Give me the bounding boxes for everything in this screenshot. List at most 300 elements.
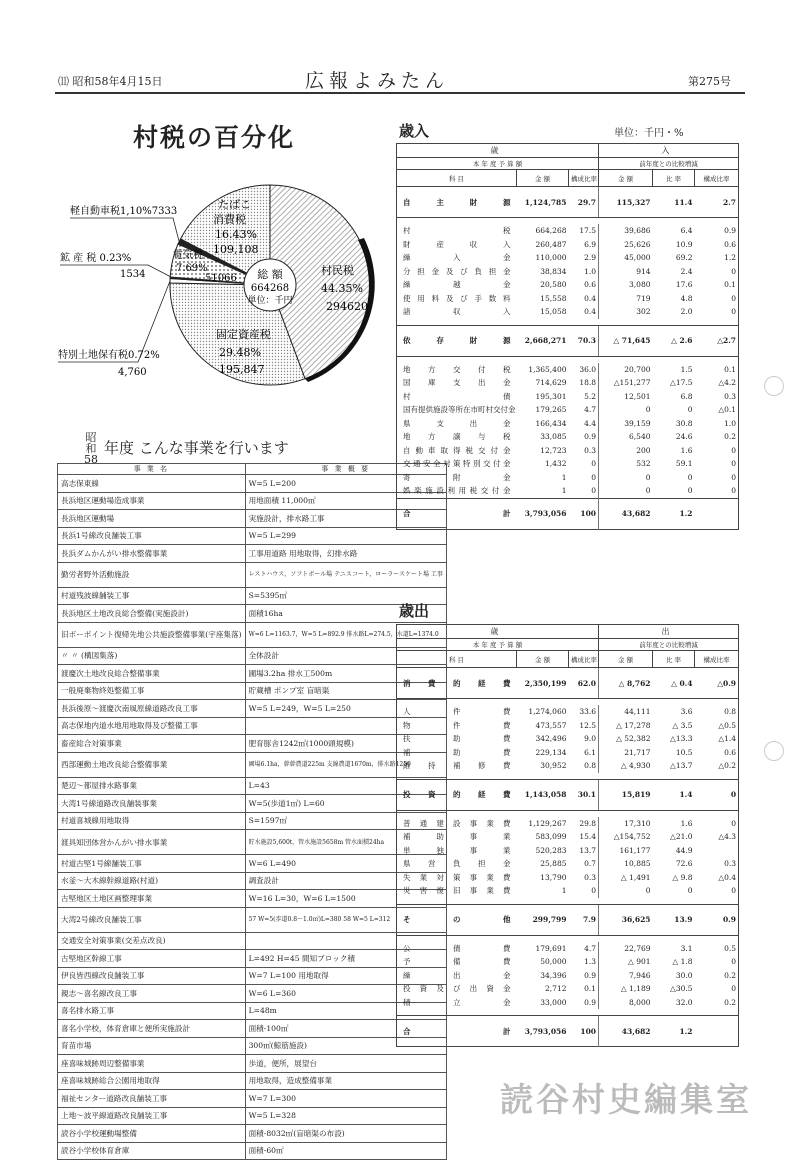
row-label: 投資及び出資金: [403, 984, 511, 994]
table-row: [397, 265, 739, 279]
project-name: 喜名排水路工事: [58, 1002, 246, 1020]
row-value: △151,277: [599, 376, 653, 390]
center-label-3: 単位：千円: [247, 296, 293, 306]
row-value: 195,301: [535, 391, 567, 401]
row-value: 21,717: [599, 746, 653, 760]
row-value: 115,327: [599, 187, 653, 218]
project-summary: 実施設計，排水路工事: [245, 510, 446, 528]
row-value: 6.1: [584, 747, 597, 757]
row-value: 1.3: [584, 957, 597, 967]
project-name: 長浜1号線改良舗装工事: [58, 527, 246, 545]
row-value: 0.4: [584, 307, 597, 317]
row-value: 719: [599, 292, 653, 306]
row-value: 0.9: [695, 904, 739, 935]
row-value: 6.4: [680, 226, 693, 236]
row-value: 7.9: [569, 904, 599, 935]
project-row: [58, 682, 447, 700]
row-value: 6.9: [584, 239, 597, 249]
row-value: 30.1: [569, 779, 599, 810]
project-row: [58, 795, 447, 813]
row-value: 0.1: [584, 984, 597, 994]
project-row: [58, 830, 447, 855]
row-value: 200: [599, 444, 653, 458]
row-value: 39,159: [599, 417, 653, 431]
row-label: 普通建設事業費: [403, 818, 511, 828]
row-value: 9.0: [584, 734, 597, 744]
row-label: 合 計: [397, 1016, 517, 1047]
row-value: △ 8,762: [599, 668, 653, 699]
row-label: 村 税: [403, 226, 511, 236]
row-value: 12,723: [540, 445, 567, 455]
row-value: 0: [731, 486, 737, 496]
row-value: 12.5: [579, 720, 597, 730]
table-head: 入: [599, 144, 739, 158]
row-value: 29.7: [569, 187, 599, 218]
row-value: 43,682: [599, 1016, 653, 1047]
land-label-1: 特別土地保有税0.72%: [58, 350, 160, 361]
row-value: △4.2: [718, 378, 737, 388]
projects-table: [57, 463, 447, 1160]
row-label: 積 立 金: [403, 997, 511, 1007]
column-header: 構成比率: [695, 170, 739, 187]
row-value: △13.7: [670, 761, 693, 771]
project-row: [58, 1055, 447, 1073]
row-value: 30.8: [675, 418, 693, 428]
row-value: △ 17,278: [599, 719, 653, 733]
project-name: 高志保地内道水地用地取得及び整備工事: [58, 717, 246, 735]
row-value: 10,885: [599, 857, 653, 871]
row-value: 1.6: [680, 818, 693, 828]
column-header: 金 額: [517, 651, 569, 668]
row-value: 32.0: [675, 997, 693, 1007]
row-value: 0: [731, 307, 737, 317]
row-value: 0: [687, 486, 693, 496]
project-row: [58, 812, 447, 830]
project-summary: W=16 L=30，W=6 L=1500: [245, 890, 446, 908]
row-value: 15,558: [540, 293, 567, 303]
table-row: [397, 969, 739, 983]
project-summary: W=5 L=200: [245, 475, 446, 493]
project-row: [58, 777, 447, 795]
subtotal-row: [397, 779, 739, 810]
row-value: 229,134: [535, 747, 567, 757]
row-value: 24.6: [675, 432, 693, 442]
project-name: 長浜地区土地改良総合整備(実施設計): [58, 605, 246, 623]
table-head: 歳: [397, 144, 599, 158]
project-row: [58, 510, 447, 528]
row-value: 3.1: [680, 943, 693, 953]
row-label: 交通安全対策特別交付金: [403, 459, 511, 469]
row-value: 2,712: [545, 984, 567, 994]
issue-date: ⑾ 昭和58年4月15日: [58, 75, 163, 88]
project-row: [58, 855, 447, 873]
row-value: 0.4: [584, 293, 597, 303]
project-row: [58, 1142, 447, 1160]
row-value: 4.4: [584, 418, 597, 428]
table-row: [397, 363, 739, 377]
table-row: [397, 457, 739, 471]
project-row: [58, 950, 447, 968]
project-name: 古堅地区土地区画整理事業: [58, 890, 246, 908]
tax-pie-chart: [58, 160, 388, 430]
row-value: 70.3: [569, 325, 599, 356]
project-summary: S=5395㎡: [245, 587, 446, 605]
row-value: 100: [569, 498, 599, 529]
table-row: [397, 884, 739, 898]
tobacco-label-3: 16.43%: [215, 228, 257, 241]
project-name: 長浜地区運動場造成事業: [58, 492, 246, 510]
row-value: △17.5: [670, 378, 693, 388]
project-summary: W=5 L=299: [245, 527, 446, 545]
row-value: 3,080: [599, 278, 653, 292]
column-header: 科 目: [397, 170, 517, 187]
row-value: 6.8: [680, 391, 693, 401]
project-row: [58, 700, 447, 718]
project-name: 大湾1号線道路改良舗装事業: [58, 795, 246, 813]
row-value: 30,952: [540, 761, 567, 771]
project-row: [58, 967, 447, 985]
table-head: 歳: [397, 625, 599, 639]
projects-year: 昭和58: [84, 431, 98, 466]
center-label-2: 664268: [250, 283, 290, 294]
row-value: △ 1,491: [599, 871, 653, 885]
project-name: 畜産総合対策事業: [58, 735, 246, 753]
table-head: 出: [599, 625, 739, 639]
projects-title: 年度 こんな事業を行います: [104, 439, 289, 457]
table-row: [397, 857, 739, 871]
row-value: 17.6: [675, 280, 693, 290]
row-value: 0: [731, 886, 737, 896]
row-value: 1.6: [680, 445, 693, 455]
table-row: [397, 390, 739, 404]
project-summary: 貯水施設5,600t，管水施設5658m 管水面積24ha: [245, 830, 446, 855]
row-label: 投 資 的 経 費: [397, 779, 517, 810]
row-value: 2.9: [584, 253, 597, 263]
row-value: 0.3: [724, 391, 737, 401]
row-value: 29.8: [579, 818, 597, 828]
project-summary: 圃場6.1ha，幹幹農道225m 支線農道1670m，排水路1250: [245, 752, 446, 777]
expenditure-table: [396, 624, 739, 1047]
row-value: △ 2.6: [653, 325, 695, 356]
row-value: 2,350,199: [517, 668, 569, 699]
row-value: 3,793,056: [517, 1016, 569, 1047]
subtotal-row: [397, 904, 739, 935]
project-name: 旧ボーポイント復帰先地公共施設整備事業(宇座集落): [58, 622, 246, 647]
archive-stamp: 読谷村史編集室: [500, 1080, 752, 1119]
row-value: 15,058: [540, 307, 567, 317]
row-value: 17,310: [599, 817, 653, 831]
row-label: 自 主 財 源: [397, 187, 517, 218]
expenditure-title: 歳出: [399, 602, 430, 620]
project-name: 村道古堅1号線舗装工事: [58, 855, 246, 873]
row-value: △2.7: [695, 325, 739, 356]
row-value: △ 9.8: [672, 872, 693, 882]
row-label: 単 独 事 業: [403, 845, 511, 855]
row-value: 36.0: [579, 364, 597, 374]
row-value: 17.5: [579, 226, 597, 236]
row-value: 3.6: [680, 707, 693, 717]
row-value: 22,769: [599, 942, 653, 956]
village-label-1: 村民税: [321, 264, 354, 277]
village-label-3: 294620: [326, 300, 368, 313]
project-row: [58, 492, 447, 510]
row-value: 0: [731, 472, 737, 482]
row-value: 0: [591, 472, 597, 482]
table-row: [397, 417, 739, 431]
row-value: 1,129,267: [528, 818, 567, 828]
row-value: 342,496: [535, 734, 567, 744]
row-value: 2.4: [680, 266, 693, 276]
project-row: [58, 1125, 447, 1143]
project-row: [58, 932, 447, 950]
row-value: 302: [599, 305, 653, 319]
row-value: 1: [561, 486, 567, 496]
column-header: 比 率: [653, 651, 695, 668]
row-value: 0.2: [724, 970, 737, 980]
project-row: [58, 545, 447, 563]
project-summary: レストハウス，ソフトボール場 テニスコート，ローラースケート場 工事: [245, 562, 446, 587]
row-value: 0.9: [584, 970, 597, 980]
project-summary: 肥育豚舎1242㎡(1000頭規模): [245, 735, 446, 753]
unit-label: 単位：千円・%: [614, 128, 684, 139]
project-summary: W=6 L=360: [245, 985, 446, 1003]
project-name: 長浜地区運動場: [58, 510, 246, 528]
row-value: 0: [695, 779, 739, 810]
row-value: 1: [561, 472, 567, 482]
table-subhead: 前年度との比較増減: [599, 639, 739, 651]
row-value: 0.3: [724, 859, 737, 869]
project-row: [58, 1037, 447, 1055]
project-summary: 圃場3.2ha 排水工500m: [245, 665, 446, 683]
row-label: 県 営 負 担 金: [403, 859, 511, 869]
row-value: 0: [731, 445, 737, 455]
project-name: 高志保東線: [58, 475, 246, 493]
row-label: 娯楽施設利用税交付金: [403, 486, 511, 496]
row-value: 161,177: [599, 844, 653, 858]
row-value: △ 71,645: [599, 325, 653, 356]
column-header: 比 率: [653, 170, 695, 187]
project-name: 大湾2号線改良舗装工事: [58, 907, 246, 932]
project-summary: 面積-60㎡: [245, 1142, 446, 1160]
row-label: 自動車取得税交付金: [403, 445, 511, 455]
project-name: 座喜味城跡総合公園用地取得: [58, 1072, 246, 1090]
fixed-label-2: 29.48%: [219, 346, 261, 359]
project-name: 〃 〃 (構図集落): [58, 647, 246, 665]
row-value: 0.7: [584, 859, 597, 869]
project-summary: W=7 L=300: [245, 1090, 446, 1108]
row-value: 0.9: [584, 997, 597, 1007]
row-label: 繰 出 金: [403, 970, 511, 980]
header-rule: [55, 92, 745, 94]
electric-label-3: 51066: [205, 273, 237, 284]
project-summary: S=1597㎡: [245, 812, 446, 830]
row-label: 村 債: [403, 391, 511, 401]
row-label: そ の 他: [397, 904, 517, 935]
fixed-label-3: 195,847: [219, 363, 265, 376]
row-value: △13.3: [670, 734, 693, 744]
row-value: 0.2: [724, 432, 737, 442]
row-value: [695, 844, 739, 858]
project-row: [58, 1002, 447, 1020]
row-value: 0: [687, 405, 693, 415]
row-value: 1,143,058: [517, 779, 569, 810]
row-value: 13.7: [579, 845, 597, 855]
project-row: [58, 1020, 447, 1038]
row-value: 0: [731, 818, 737, 828]
row-value: 2.0: [680, 307, 693, 317]
village-label-2: 44.35%: [321, 282, 363, 295]
row-value: 20,580: [540, 280, 567, 290]
project-summary: 調査設計: [245, 872, 446, 890]
row-value: 36,625: [599, 904, 653, 935]
project-summary: 貯蔵槽 ポンプ室 盲暗渠: [245, 682, 446, 700]
project-row: [58, 752, 447, 777]
project-name: 親志～喜名線改良工事: [58, 985, 246, 1003]
table-row: [397, 955, 739, 969]
table-subhead: 前年度との比較増減: [599, 158, 739, 170]
column-header: 構成比率: [569, 651, 599, 668]
project-name: 古堅地区幹線工事: [58, 950, 246, 968]
row-value: 0: [591, 486, 597, 496]
row-label: 補 助 事 業: [403, 832, 511, 842]
table-row: [397, 224, 739, 238]
row-label: 県 支 出 金: [403, 418, 511, 428]
row-value: 10.5: [675, 747, 693, 757]
table-row: [397, 278, 739, 292]
project-summary: W=5 L=328: [245, 1107, 446, 1125]
row-value: 0: [599, 484, 653, 498]
table-row: [397, 844, 739, 858]
project-summary: 工事用道路 用地取得，幻排水路: [245, 545, 446, 563]
row-value: △ 52,382: [599, 732, 653, 746]
row-label: 地 方 譲 与 税: [403, 432, 511, 442]
row-value: 0: [687, 472, 693, 482]
row-value: 1.0: [584, 266, 597, 276]
subtotal-row: [397, 668, 739, 699]
table-row: [397, 238, 739, 252]
row-value: 25,626: [599, 238, 653, 252]
row-label: 災害復旧事業費: [403, 886, 511, 896]
row-value: [695, 1016, 739, 1047]
project-summary: 全体設計: [245, 647, 446, 665]
project-row: [58, 735, 447, 753]
row-value: 39,686: [599, 224, 653, 238]
project-row: [58, 717, 447, 735]
project-name: 渡慶次土地改良総合整備事業: [58, 665, 246, 683]
row-value: 34,396: [540, 970, 567, 980]
row-value: 0: [731, 293, 737, 303]
row-value: 18.8: [579, 378, 597, 388]
fixed-label-1: 固定資産税: [216, 328, 271, 341]
row-value: 1.2: [724, 253, 737, 263]
row-value: △0.9: [695, 668, 739, 699]
row-value: 20,700: [599, 363, 653, 377]
row-value: 0.3: [584, 872, 597, 882]
row-value: 11.4: [653, 187, 695, 218]
project-name: 長浜ダムかんがい排水整備事業: [58, 545, 246, 563]
project-name: 水釜～大木線幹線道路(村道): [58, 872, 246, 890]
project-name: 西部運動土地改良総合整備事業: [58, 752, 246, 777]
row-value: 520,283: [535, 845, 567, 855]
table-row: [397, 376, 739, 390]
row-value: 1.2: [653, 498, 695, 529]
mining-label-2: 1534: [120, 269, 146, 280]
project-name: 育苗市場: [58, 1037, 246, 1055]
project-name: 村道残波線舗装工事: [58, 587, 246, 605]
row-value: △1.4: [718, 734, 737, 744]
tobacco-label-2: 消費税: [213, 213, 246, 226]
row-value: 0: [731, 984, 737, 994]
table-row: [397, 759, 739, 773]
row-value: 13,790: [540, 872, 567, 882]
project-row: [58, 527, 447, 545]
row-value: 583,099: [535, 832, 567, 842]
row-value: 0: [591, 459, 597, 469]
row-label: 維 持 補 修 費: [403, 761, 511, 771]
project-summary: L=43: [245, 777, 446, 795]
row-value: △ 1.8: [672, 957, 693, 967]
project-summary: 面積16ha: [245, 605, 446, 623]
row-value: 0: [687, 886, 693, 896]
project-name: 座喜味城跡周辺整備事業: [58, 1055, 246, 1073]
row-value: △ 0.4: [653, 668, 695, 699]
row-value: 33,085: [540, 432, 567, 442]
row-label: 寄 附 金: [403, 472, 511, 482]
row-value: 13.9: [653, 904, 695, 935]
row-value: 0: [591, 886, 597, 896]
row-value: 4.7: [584, 943, 597, 953]
project-row: [58, 985, 447, 1003]
project-name: 勤労者野外活動施設: [58, 562, 246, 587]
projects-col-summary: 事 業 概 要: [245, 464, 446, 475]
project-row: [58, 562, 447, 587]
row-label: 物 件 費: [403, 720, 511, 730]
row-value: 5.2: [584, 391, 597, 401]
row-value: 25,885: [540, 859, 567, 869]
project-row: [58, 587, 447, 605]
row-value: 473,557: [535, 720, 567, 730]
project-row: [58, 1107, 447, 1125]
project-name: 読谷小学校体育倉庫: [58, 1142, 246, 1160]
row-label: 地 方 交 付 税: [403, 364, 511, 374]
row-value: 0: [599, 403, 653, 417]
project-row: [58, 622, 447, 647]
table-row: [397, 444, 739, 458]
tobacco-label-1: たばこ: [218, 198, 251, 211]
table-row: [397, 251, 739, 265]
table-subhead: 本 年 度 予 算 額: [397, 158, 599, 170]
row-value: △0.1: [718, 405, 737, 415]
electric-label-2: 7.69%: [176, 263, 208, 274]
project-row: [58, 907, 447, 932]
row-label: 繰 越 金: [403, 280, 511, 290]
row-value: 532: [599, 457, 653, 471]
row-value: △30.5: [670, 984, 693, 994]
project-summary: 57 W=5(歩道0.8～1.0㎡)L=380 58 W=5 L=312: [245, 907, 446, 932]
row-value: 0.6: [724, 239, 737, 249]
column-header: 金 額: [517, 170, 569, 187]
row-value: 10.9: [675, 239, 693, 249]
project-row: [58, 890, 447, 908]
row-value: 12,501: [599, 390, 653, 404]
row-value: 1,274,060: [528, 707, 567, 717]
table-row: [397, 292, 739, 306]
row-value: △ 901: [599, 955, 653, 969]
row-value: 0.1: [724, 364, 737, 374]
row-value: 1,124,785: [517, 187, 569, 218]
row-value: △ 4,930: [599, 759, 653, 773]
revenue-title: 歳入: [399, 122, 430, 140]
